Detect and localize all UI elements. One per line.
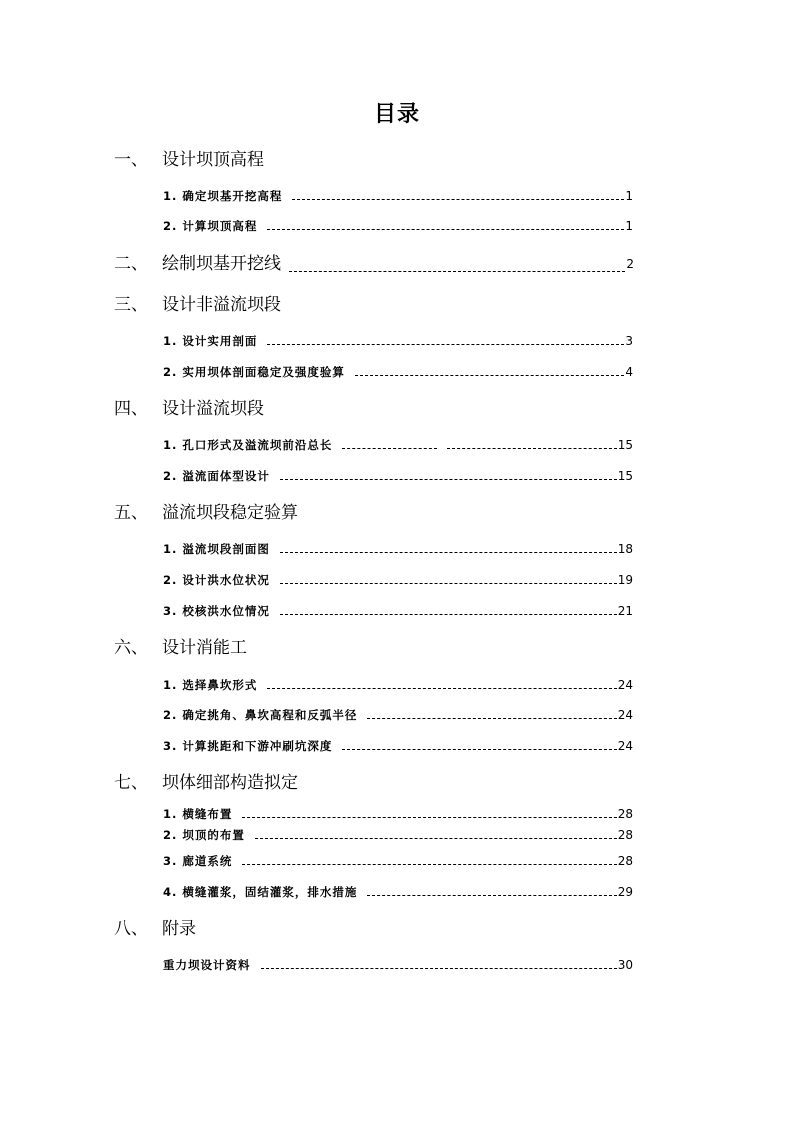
entry-label: 1. 设计实用剖面 bbox=[163, 334, 258, 348]
entry-page-number: 15 bbox=[617, 469, 633, 483]
toc-entry[interactable] bbox=[163, 806, 633, 822]
page-title: 目录 bbox=[373, 102, 420, 127]
toc-entry[interactable] bbox=[163, 541, 633, 557]
entry-page-number: 18 bbox=[617, 542, 633, 556]
toc-entry[interactable] bbox=[163, 853, 633, 869]
section-number: 四、 bbox=[114, 399, 148, 419]
entry-page-number: 28 bbox=[617, 854, 633, 868]
toc-section[interactable] bbox=[114, 501, 298, 525]
entry-label: 2. 实用坝体剖面稳定及强度验算 bbox=[163, 365, 345, 379]
dot-leader bbox=[342, 749, 616, 750]
dot-leader bbox=[267, 688, 616, 689]
section-number: 五、 bbox=[114, 503, 148, 523]
entry-page-number: 1 bbox=[625, 189, 633, 203]
entry-label: 2. 坝顶的布置 bbox=[163, 828, 245, 842]
toc-entry[interactable] bbox=[163, 738, 633, 754]
entry-label: 1. 横缝布置 bbox=[163, 807, 233, 821]
section-label: 设计溢流坝段 bbox=[162, 399, 264, 419]
toc-entry[interactable] bbox=[163, 603, 633, 619]
entry-label: 2. 设计洪水位状况 bbox=[163, 573, 270, 587]
toc-entry[interactable] bbox=[163, 437, 633, 453]
section-label: 设计非溢流坝段 bbox=[162, 295, 281, 315]
entry-page-number: 15 bbox=[617, 438, 633, 452]
toc-entry[interactable] bbox=[163, 677, 633, 693]
entry-label: 2. 确定挑角、鼻坎高程和反弧半径 bbox=[163, 708, 358, 722]
toc-section[interactable] bbox=[114, 252, 634, 276]
entry-page-number: 3 bbox=[625, 334, 633, 348]
dot-leader bbox=[342, 448, 437, 449]
entry-label: 2. 计算坝顶高程 bbox=[163, 219, 258, 233]
toc-entry[interactable] bbox=[163, 468, 633, 484]
entry-label: 1. 溢流坝段剖面图 bbox=[163, 542, 270, 556]
toc-section[interactable] bbox=[114, 917, 196, 941]
section-page-number: 2 bbox=[626, 257, 634, 271]
section-label: 绘制坝基开挖线 bbox=[162, 254, 281, 274]
dot-leader bbox=[292, 199, 624, 200]
section-number: 八、 bbox=[114, 919, 148, 939]
entry-page-number: 28 bbox=[617, 828, 633, 842]
entry-page-number: 19 bbox=[617, 573, 633, 587]
entry-page-number: 24 bbox=[617, 739, 633, 753]
section-label: 坝体细部构造拟定 bbox=[162, 773, 298, 793]
dot-leader bbox=[255, 838, 617, 839]
section-label: 设计消能工 bbox=[162, 638, 247, 658]
entry-page-number: 30 bbox=[617, 958, 633, 972]
entry-label: 1. 孔口形式及溢流坝前沿总长 bbox=[163, 438, 333, 452]
dot-leader bbox=[242, 864, 616, 865]
toc-section[interactable] bbox=[114, 148, 264, 172]
toc-entry[interactable] bbox=[163, 188, 633, 204]
entry-label: 2. 溢流面体型设计 bbox=[163, 469, 270, 483]
entry-label: 3. 廊道系统 bbox=[163, 854, 233, 868]
entry-page-number: 28 bbox=[617, 807, 633, 821]
toc-section[interactable] bbox=[114, 293, 281, 317]
entry-label: 3. 计算挑距和下游冲刷坑深度 bbox=[163, 739, 333, 753]
dot-leader bbox=[367, 895, 616, 896]
toc-section[interactable] bbox=[114, 636, 247, 660]
entry-page-number: 24 bbox=[617, 708, 633, 722]
section-label: 设计坝顶高程 bbox=[162, 150, 264, 170]
toc-section[interactable] bbox=[114, 771, 298, 795]
toc-entry[interactable] bbox=[163, 218, 633, 234]
toc-entry[interactable] bbox=[163, 884, 633, 900]
entry-page-number: 29 bbox=[617, 885, 633, 899]
dot-leader bbox=[267, 344, 624, 345]
dot-leader bbox=[280, 479, 617, 480]
entry-label: 1. 选择鼻坎形式 bbox=[163, 678, 258, 692]
toc-entry[interactable] bbox=[163, 333, 633, 349]
entry-page-number: 21 bbox=[617, 604, 633, 618]
section-number: 二、 bbox=[114, 254, 148, 274]
toc-section[interactable] bbox=[114, 397, 264, 421]
toc-entry[interactable] bbox=[163, 707, 633, 723]
toc-entry[interactable] bbox=[163, 957, 633, 973]
entry-label: 3. 校核洪水位情况 bbox=[163, 604, 270, 618]
section-number: 三、 bbox=[114, 295, 148, 315]
toc-entry[interactable] bbox=[163, 364, 633, 380]
section-number: 七、 bbox=[114, 773, 148, 793]
entry-page-number: 24 bbox=[617, 678, 633, 692]
dot-leader bbox=[355, 375, 624, 376]
toc-entry[interactable] bbox=[163, 572, 633, 588]
dot-leader bbox=[261, 968, 617, 969]
entry-label: 4. 横缝灌浆，固结灌浆，排水措施 bbox=[163, 885, 358, 899]
dot-leader bbox=[289, 271, 625, 272]
dot-leader bbox=[267, 229, 624, 230]
section-number: 一、 bbox=[114, 150, 148, 170]
entry-label: 重力坝设计资料 bbox=[163, 958, 251, 972]
dot-leader bbox=[280, 614, 617, 615]
section-number: 六、 bbox=[114, 638, 148, 658]
dot-leader bbox=[242, 817, 616, 818]
dot-leader bbox=[280, 583, 617, 584]
entry-page-number: 4 bbox=[625, 365, 633, 379]
dot-leader bbox=[280, 552, 617, 553]
section-label: 溢流坝段稳定验算 bbox=[162, 503, 298, 523]
entry-page-number: 1 bbox=[625, 219, 633, 233]
entry-label: 1. 确定坝基开挖高程 bbox=[163, 189, 283, 203]
dot-leader bbox=[367, 718, 616, 719]
dot-leader bbox=[447, 448, 616, 449]
toc-entry[interactable] bbox=[163, 827, 633, 843]
section-label: 附录 bbox=[162, 919, 196, 939]
